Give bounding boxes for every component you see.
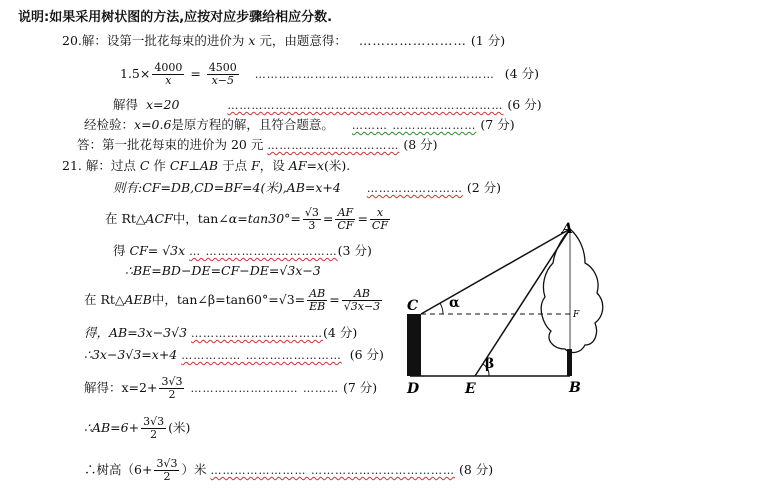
q20-score5: (8 分): [403, 137, 438, 152]
q20-dots3: ……………………………………………………………: [227, 99, 504, 112]
q21-line10: ∴AB=6+ $\frac{3√3}{2}$ (米): [84, 415, 191, 441]
label-f: F: [573, 310, 580, 320]
label-b: B: [569, 380, 581, 396]
q20-dots4: ……… …………………: [351, 119, 477, 132]
q21-line3: 在 Rt△ACF中，tan∠α=tan30°= $\frac{√3}{3}$ = $\frac{AF}{CF}$ = $\frac{x}{CF}$: [105, 206, 388, 232]
q21-line2: 则有:CF=DB,CD=BF=4(米),AB=x+4 …………………… (2 分): [113, 180, 501, 195]
label-d: D: [407, 381, 420, 397]
q21-line8: ∴3x−3√3=x+4 …………… …………………… (6 分): [84, 347, 384, 362]
q21-line7: 得，AB=3x−3√3 ……………………………(4 分): [84, 325, 358, 340]
label-e: E: [465, 381, 476, 397]
q21-line5: ∴BE=BD−DE=CF−DE=√3x−3: [125, 263, 321, 278]
geometry-figure: [395, 215, 625, 400]
q20-line1: [62, 33, 505, 49]
q20-check: 经检验：x=0.6是原方程的解，且符合题意。 ……… ………………… (7 分): [84, 117, 515, 132]
q21-line1: 21. 解：过点 C 作 CF⊥AB 于点 F，设 AF=x(米).: [62, 158, 351, 173]
alpha-arc: [440, 303, 443, 314]
q20-equation: [120, 60, 539, 89]
note: 说明:如果采用树状图的方法,应按对应步骤给相应分数.: [18, 10, 333, 25]
tree-trunk: [567, 349, 572, 376]
q20-frac2: $\frac{4500}{x-5}$: [208, 61, 237, 87]
q20-score3: (6 分): [507, 97, 542, 112]
label-a: A: [562, 221, 573, 237]
q21-line6: 在 Rt△AEB中，tan∠β=tan60°=√3= $\frac{AB}{EB}$ = $\frac{AB}{√3x-3}$: [84, 287, 381, 313]
q21-line11: ∴树高（6+ $\frac{3√3}{2}$ ）米 …………………… ……………………………… (8 分): [84, 457, 494, 483]
q20-var: x: [248, 33, 256, 48]
q20-frac1: $\frac{4000}{x}$: [154, 61, 183, 87]
q20-head: 20.解：设第一批花每束的进价为: [62, 33, 245, 48]
q20-score1: (1 分): [470, 33, 506, 48]
q20-answer: 答：第一批花每束的进价为 20 元 …………………………… (8 分): [77, 137, 438, 152]
q20-score2: (4 分): [504, 66, 539, 81]
q21-line9: 解得：x=2+ $\frac{3√3}{2}$ ……………………… ……… (7 分): [84, 375, 378, 401]
q20-eq-left: 1.5×: [120, 66, 151, 81]
q20-score4: (7 分): [480, 117, 515, 132]
q20-solve: 解得 x=20 …………………………………………………………… (6 分): [113, 97, 542, 112]
q20-head2: 元，由题意得：: [259, 33, 347, 48]
q21-line4: 得 CF= √3x … ……………………………(3 分): [113, 243, 372, 258]
label-alpha: α: [449, 295, 460, 311]
building: [407, 314, 421, 376]
q20-eq-mid: =: [190, 66, 201, 81]
tree-crown: [541, 229, 603, 352]
q20-dots5: ……………………………: [267, 139, 400, 152]
label-c: C: [407, 298, 419, 314]
q20-dots1: ……………………: [358, 33, 467, 48]
label-beta: β: [485, 356, 495, 372]
q20-dots2: ……………………………………………………: [254, 68, 495, 81]
